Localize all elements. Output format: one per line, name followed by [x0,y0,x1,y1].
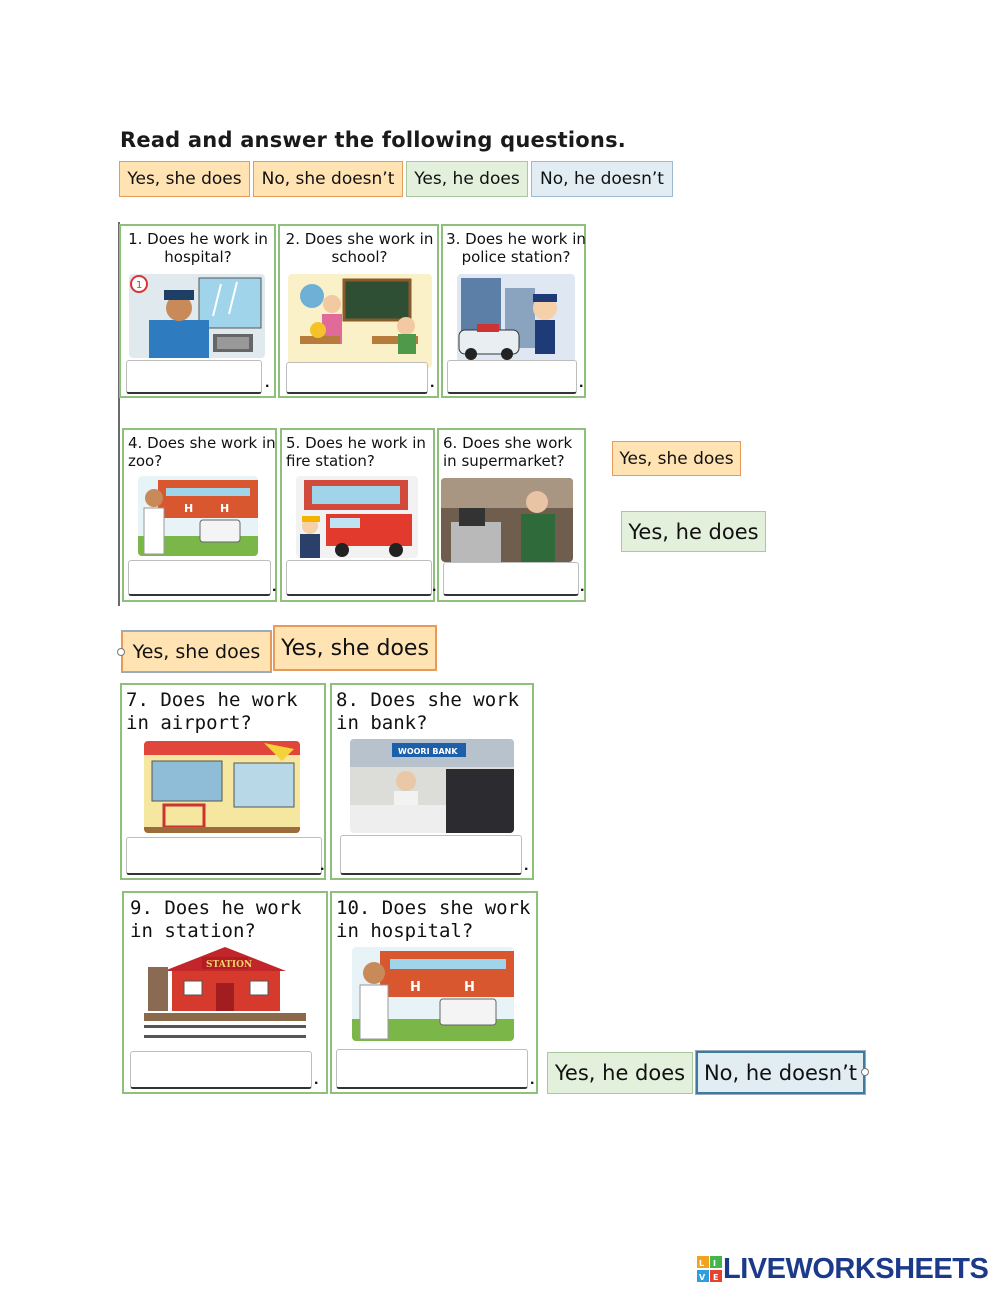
bank-clerk-photo-icon [350,739,514,833]
question-text: 7. Does he work in airport? [126,689,298,734]
police-officer-icon [457,274,575,362]
question-card-9 [122,891,328,1094]
question-card-6 [437,428,586,602]
cashier-photo-icon [441,478,573,562]
question-card-3 [441,224,586,398]
period-mark: . [579,374,584,391]
answer-box-10[interactable] [336,1049,528,1089]
placed-chip[interactable]: Yes, he does [547,1052,693,1094]
resize-handle[interactable] [861,1068,869,1076]
bank-chip-yes-he-does[interactable]: Yes, he does [406,161,528,197]
svg-text:I: I [713,1258,716,1268]
live-badge-icon [697,1256,723,1284]
question-text: 1. Does he work in hospital? [128,230,268,266]
answer-box-2[interactable] [286,362,428,394]
question-card-2 [278,224,439,398]
period-mark: . [272,578,277,595]
question-card-7 [120,683,326,880]
question-card-10 [330,891,538,1094]
svg-text:E: E [713,1272,719,1282]
question-text: 4. Does she work in zoo? [128,434,276,470]
question-text: 9. Does he work in station? [130,897,302,942]
question-text: 6. Does she work in supermarket? [443,434,573,470]
instructions-heading: Read and answer the following questions. [120,128,626,152]
answer-box-4[interactable] [128,560,271,596]
brand-name: LIVEWORKSHEETS [723,1253,989,1285]
bank-chip-no-she-doesnt[interactable]: No, she doesn’t [253,161,403,197]
answer-box-6[interactable] [443,562,579,596]
period-mark: . [314,1071,319,1088]
placed-chip[interactable]: Yes, he does [621,511,766,552]
station-sign-text: STATION [206,960,253,970]
period-mark: . [580,578,585,595]
answer-box-8[interactable] [340,835,522,875]
resize-handle[interactable] [117,648,125,656]
question-card-4 [122,428,277,602]
period-mark: . [430,374,435,391]
train-station-icon [144,943,306,1047]
shop-counter-icon [144,741,300,833]
svg-text:H: H [220,502,230,515]
question-text: 3. Does he work in police station? [446,230,586,266]
placed-chip[interactable]: No, he doesn’t [696,1051,865,1094]
classroom-teacher-icon [288,274,432,368]
question-text: 5. Does he work in fire station? [286,434,426,470]
answer-box-9[interactable] [130,1051,312,1089]
bank-sign-text: WOORI BANK [398,747,458,756]
period-mark: . [524,857,529,874]
bank-chip-no-he-doesnt[interactable]: No, he doesn’t [531,161,673,197]
firefighter-truck-icon [296,476,418,558]
question-text: 10. Does she work in hospital? [336,897,531,942]
svg-text:H: H [410,980,421,995]
telephone-operator-icon [129,274,265,358]
question-card-5 [280,428,435,602]
period-mark: . [320,857,325,874]
doctor-hospital-icon [352,947,514,1041]
liveworksheets-logo [697,1253,988,1286]
doctor-hospital-icon [138,476,258,556]
answer-box-3[interactable] [447,360,577,394]
answer-box-7[interactable] [126,837,325,875]
question-card-1 [119,224,276,398]
question-text: 8. Does she work in bank? [336,689,520,734]
placed-chip[interactable]: Yes, she does [122,631,271,672]
period-mark: . [530,1071,535,1088]
answer-box-5[interactable] [286,560,432,596]
svg-text:V: V [699,1272,706,1282]
svg-text:H: H [464,980,475,995]
placed-chip[interactable]: Yes, she does [273,625,437,671]
bank-chip-yes-she-does[interactable]: Yes, she does [119,161,250,197]
answer-box-1[interactable] [126,360,262,394]
svg-text:H: H [184,502,194,515]
svg-text:L: L [699,1258,705,1268]
question-card-8 [330,683,534,880]
placed-chip[interactable]: Yes, she does [612,441,741,476]
period-mark: . [432,578,437,595]
svg-text:1: 1 [136,280,143,291]
period-mark: . [265,374,270,391]
question-text: 2. Does she work in school? [285,230,434,266]
